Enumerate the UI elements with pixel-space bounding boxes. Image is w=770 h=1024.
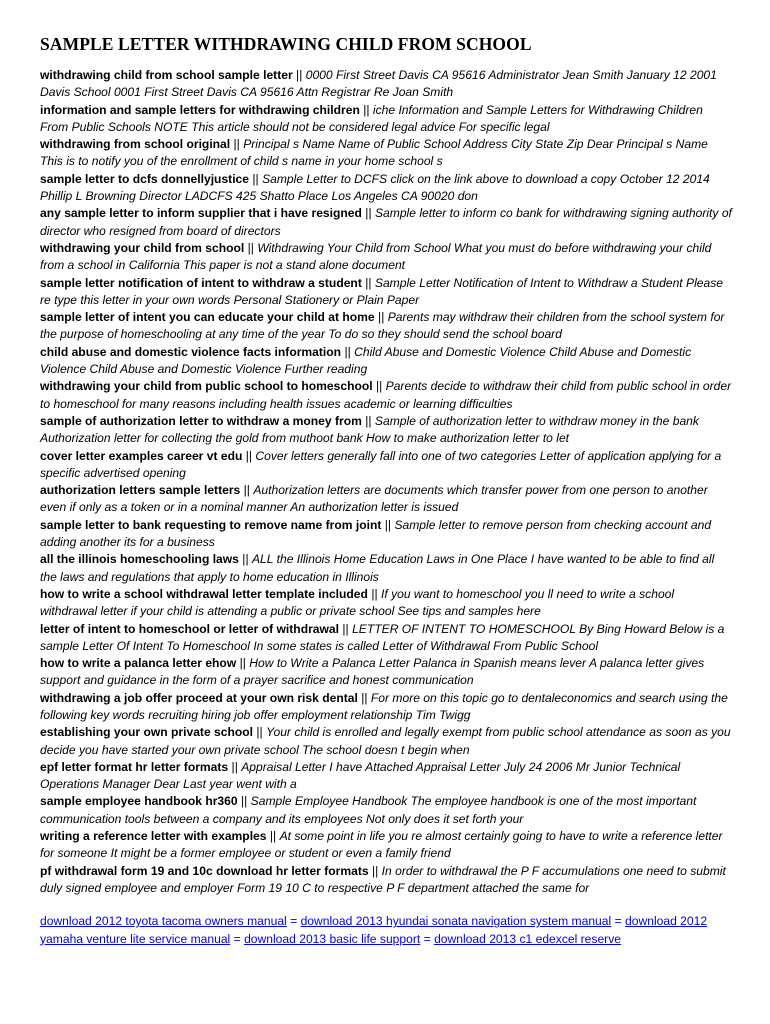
- list-item: [40, 828, 734, 863]
- entry-separator: ||: [247, 240, 254, 255]
- entry-separator: ||: [269, 829, 277, 844]
- entry-separator: ||: [378, 310, 385, 325]
- entry-separator: ||: [365, 413, 372, 428]
- list-item: [40, 551, 734, 586]
- entry-text: Sample of authorization letter to withdraw money in the bank Authorization letter for collecting the gold from muthoot bank How to make authorization letter to let: [40, 413, 699, 446]
- entry-heading: withdrawing your child from school: [40, 240, 245, 255]
- list-item: [40, 136, 734, 171]
- entry-separator: ||: [365, 206, 372, 221]
- list-item: [40, 586, 734, 621]
- download-link[interactable]: download 2012 toyota tacoma owners manual: [40, 914, 287, 929]
- entry-text: Parents decide to withdraw their child from public school in order to homeschool for many reasons including health issues academic or learning difficulties: [40, 379, 732, 411]
- entry-heading: withdrawing from school original: [40, 137, 231, 152]
- link-separator: =: [233, 931, 241, 946]
- download-link[interactable]: download 2013 c1 edexcel reserve: [434, 931, 621, 946]
- entry-heading: authorization letters sample letters: [40, 483, 241, 498]
- page-title: SAMPLE LETTER WITHDRAWING CHILD FROM SCHOOL: [40, 34, 532, 54]
- entry-separator: ||: [371, 863, 379, 878]
- list-item: [40, 482, 734, 517]
- entry-heading: writing a reference letter with examples: [40, 829, 267, 844]
- list-item: [40, 240, 734, 275]
- entry-separator: ||: [342, 621, 349, 636]
- entry-separator: ||: [344, 344, 351, 359]
- entry-text: Your child is enrolled and legally exempt from public school attendance as soon as you decide you have started your own private school The school doesn t begin when: [40, 725, 731, 757]
- list-item: [40, 759, 734, 794]
- list-item: [40, 517, 734, 552]
- entry-heading: sample of authorization letter to withdraw a money from: [40, 413, 362, 428]
- entry-separator: ||: [371, 586, 378, 601]
- entry-text: For more on this topic go to dentaleconomics and search using the following key words recruiting hiring job offer employment relationship Tim Twigg: [40, 690, 728, 722]
- download-link[interactable]: download 2013 hyundai sonata navigation system manual: [300, 914, 612, 929]
- list-item: [40, 378, 734, 413]
- list-item: [40, 793, 734, 828]
- entry-separator: ||: [361, 690, 368, 705]
- link-separator: =: [290, 914, 298, 929]
- entry-text: LETTER OF INTENT TO HOMESCHOOL By Bing Howard Below is a sample Letter Of Intent To Homeschool In some states is called Letter of Withdrawal From Public School: [40, 621, 725, 653]
- entry-text: In order to withdrawal the P F accumulations one need to submit duly signed employee and employer Form 19 10 C to respective P F department attached the same for: [40, 863, 726, 895]
- entry-separator: ||: [231, 759, 238, 774]
- entry-separator: ||: [363, 102, 370, 117]
- entry-separator: ||: [243, 483, 250, 498]
- entry-heading: sample letter to bank requesting to remove name from joint: [40, 517, 382, 532]
- entry-list: [40, 67, 734, 897]
- entry-heading: sample letter to dcfs donnellyjustice: [40, 171, 250, 186]
- link-separator: =: [423, 931, 431, 946]
- entry-heading: sample letter of intent you can educate your child at home: [40, 310, 375, 325]
- list-item: [40, 413, 734, 448]
- entry-separator: ||: [256, 725, 263, 740]
- entry-heading: sample employee handbook hr360: [40, 794, 238, 809]
- entry-heading: withdrawing your child from public school to homeschool: [40, 379, 373, 394]
- list-item: [40, 275, 734, 310]
- entry-text: Sample Letter Notification of Intent to Withdraw a Student Please re type this letter in your own words Personal Stationery or Plain Paper: [40, 275, 724, 307]
- list-item: [40, 690, 734, 725]
- entry-heading: all the illinois homeschooling laws: [40, 552, 239, 567]
- download-link[interactable]: download 2012 yamaha venture lite service manual: [40, 914, 708, 946]
- entry-separator: ||: [233, 137, 240, 152]
- entry-text: Withdrawing Your Child from School What you must do before withdrawing your child from a school in California This paper is not a stand alone document: [40, 240, 712, 273]
- entry-text: 0000 First Street Davis CA 95616 Administrator Jean Smith January 12 2001 Davis School 0001 First Street Davis CA 95616 Attn Registrar Re Joan Smith: [40, 68, 717, 100]
- entry-heading: establishing your own private school: [40, 725, 254, 740]
- entry-text: Sample letter to remove person from checking account and adding another its for a business: [40, 517, 712, 550]
- entry-text: iche Information and Sample Letters for Withdrawing Children From Public Schools NOTE This article should not be considered legal advice For specific legal: [40, 102, 703, 134]
- entry-text: How to Write a Palanca Letter Palanca in Spanish means lever A palanca letter gives support and guidance in the form of a prayer sacrifice and honest communication: [40, 656, 705, 688]
- entry-text: At some point in life you re almost certainly going to have to write a reference letter for someone It might be a former employee or student or even a family friend: [40, 829, 723, 861]
- entry-heading: withdrawing a job offer proceed at your own risk dental: [40, 690, 358, 705]
- entry-text: Authorization letters are documents which transfer power from one person to another even if only as a token or in a nominal manner An authorization letter is issued: [40, 483, 708, 515]
- entry-separator: ||: [239, 656, 246, 671]
- entry-heading: any sample letter to inform supplier that i have resigned: [40, 206, 362, 221]
- entry-text: Sample letter to inform co bank for withdrawing signing authority of director who resigned from board of directors: [40, 206, 732, 238]
- list-item: [40, 621, 734, 656]
- entry-heading: letter of intent to homeschool or letter of withdrawal: [40, 621, 340, 636]
- list-item: [40, 655, 734, 690]
- entry-text: Parents may withdraw their children from the school system for the purpose of homeschooling at any time of the year To do so they should send the school board: [40, 310, 725, 342]
- list-item: [40, 102, 734, 137]
- link-separator: =: [614, 914, 622, 929]
- entry-heading: cover letter examples career vt edu: [40, 448, 243, 463]
- entry-text: If you want to homeschool you ll need to write a school withdrawal letter if your child is attending a public or private school See tips and samples here: [40, 586, 675, 619]
- list-item: [40, 205, 734, 240]
- entry-separator: ||: [245, 448, 253, 463]
- list-item: [40, 309, 734, 344]
- entry-separator: ||: [375, 379, 383, 394]
- entry-separator: ||: [242, 552, 249, 567]
- list-item: [40, 724, 734, 759]
- entry-heading: how to write a school withdrawal letter template included: [40, 586, 368, 601]
- entry-text: Appraisal Letter I have Attached Appraisal Letter July 24 2006 Mr Junior Technical Operations Manager Dear Last year went with a: [40, 759, 681, 792]
- download-links: [40, 913, 734, 948]
- entry-heading: withdrawing child from school sample letter: [40, 68, 293, 82]
- entry-separator: ||: [384, 517, 392, 532]
- list-item: [40, 171, 734, 206]
- entry-text: Cover letters generally fall into one of two categories Letter of application applying for a specific advertised opening: [40, 448, 722, 480]
- download-link[interactable]: download 2013 basic life support: [244, 931, 421, 946]
- entry-text: ALL the Illinois Home Education Laws in One Place I have wanted to be able to find all the laws and regulations that apply to home education in Illinois: [40, 552, 715, 584]
- entry-separator: ||: [252, 171, 259, 186]
- list-item: [40, 344, 734, 379]
- entry-heading: child abuse and domestic violence facts information: [40, 344, 342, 359]
- entry-heading: how to write a palanca letter ehow: [40, 656, 237, 671]
- entry-text: Sample Employee Handbook The employee handbook is one of the most important communication tools between a company and its employees Not only does it set forth your: [40, 794, 697, 826]
- entry-heading: epf letter format hr letter formats: [40, 759, 229, 774]
- entry-text: Child Abuse and Domestic Violence Child Abuse and Domestic Violence Child Abuse and Domestic Violence Further reading: [40, 344, 692, 377]
- entry-separator: ||: [240, 794, 248, 809]
- entry-heading: information and sample letters for withdrawing children: [40, 102, 360, 117]
- entry-separator: ||: [296, 68, 303, 82]
- entry-text: Sample Letter to DCFS click on the link above to download a copy October 12 2014 Phillip L Browning Director LADCFS 425 Shatto Place Los Angeles CA 90020 don: [40, 171, 710, 204]
- list-item: [40, 448, 734, 483]
- entry-heading: sample letter notification of intent to withdraw a student: [40, 275, 362, 290]
- entry-text: Principal s Name Name of Public School Address City State Zip Dear Principal s Name This is to notify you of the enrollment of child s name in your home school s: [40, 137, 708, 169]
- entry-separator: ||: [365, 275, 372, 290]
- entry-heading: pf withdrawal form 19 and 10c download hr letter formats: [40, 863, 369, 878]
- list-item: [40, 67, 734, 102]
- list-item: [40, 863, 734, 898]
